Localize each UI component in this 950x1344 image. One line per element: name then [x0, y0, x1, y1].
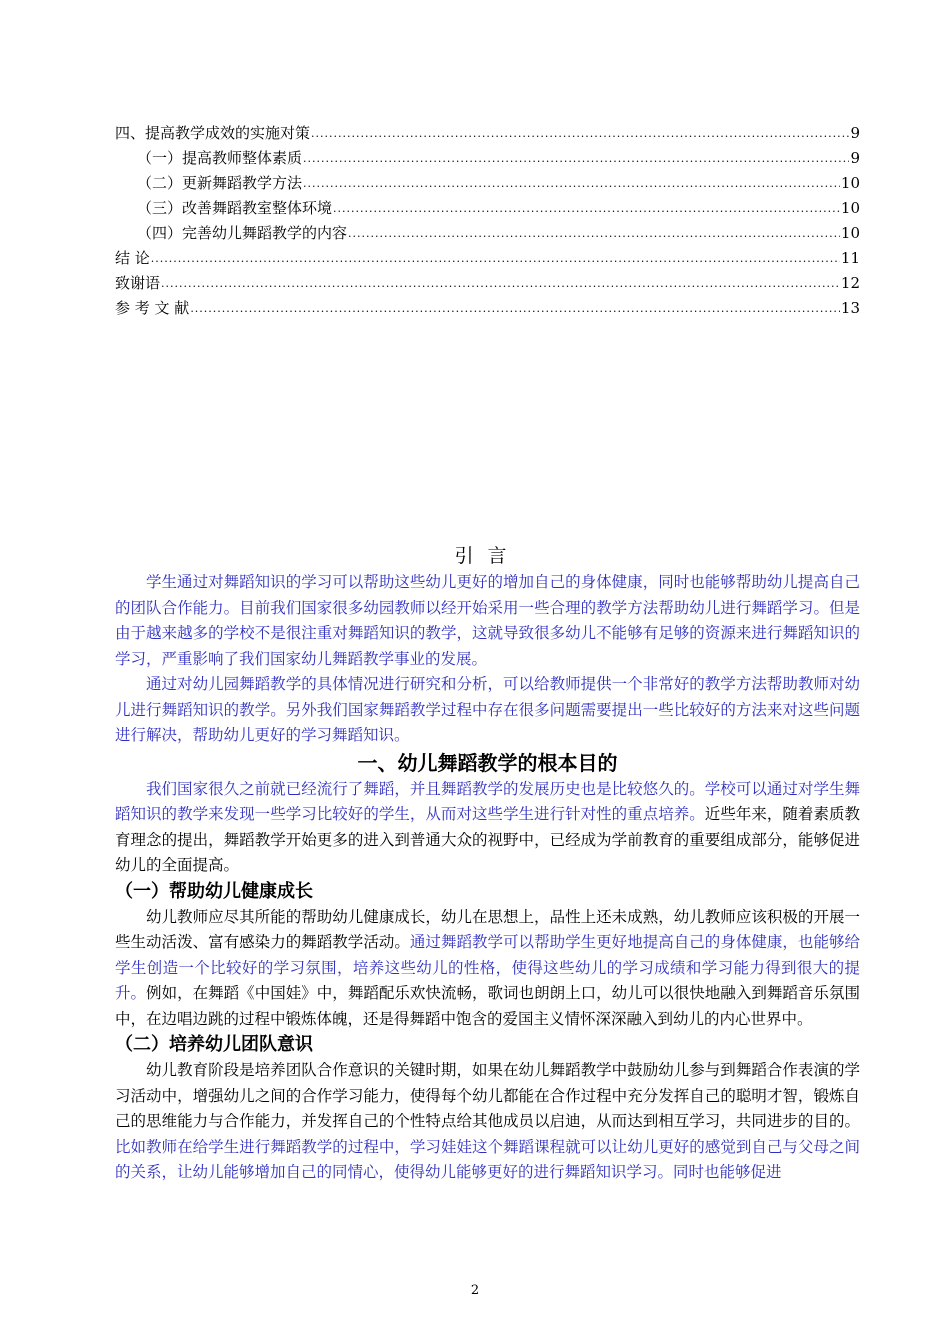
- toc-entry-page: 10: [840, 199, 860, 217]
- toc-entry[interactable]: [115, 221, 860, 246]
- toc-entry-title: 参 考 文 献: [115, 299, 190, 317]
- toc-entry-title: 四、提高教学成效的实施对策: [115, 124, 311, 142]
- toc-leader-dots: [348, 221, 840, 246]
- toc-leader-dots: [333, 196, 840, 221]
- subsection-1-heading: （一）帮助幼儿健康成长: [115, 880, 313, 902]
- section-1-heading: 一、幼儿舞蹈教学的根本目的: [357, 750, 618, 775]
- subsection-2-heading: （二）培养幼儿团队意识: [115, 1034, 313, 1055]
- section-1-paragraph: [115, 777, 860, 879]
- body-text: 幼儿教师应尽其所能的帮助幼儿健康成长，幼儿在思想上，品性上还未成熟，幼儿教师应该积极的开展一些生动活泼、富有感染力的舞蹈教学活动。: [115, 907, 860, 951]
- toc-entry-title: （三）改善舞蹈教室整体环境: [137, 199, 333, 217]
- toc-leader-dots: [190, 296, 840, 321]
- body-text: 幼儿教育阶段是培养团队合作意识的关键时期，如果在幼儿舞蹈教学中鼓励幼儿参与到舞蹈合作表演的学习活动中，增强幼儿之间的合作学习能力，使得每个幼儿都能在合作过程中充分发挥自己的聪明才智，锻炼自己的思维能力与合作能力，并发挥自己的个性特点给其他成员以启迪，从而达到相互学习，共同进步的目的。: [115, 1061, 860, 1130]
- page-number: 2: [470, 1283, 480, 1298]
- body-text: 近些年来，随着素质教育理念的提出，舞蹈教学开始更多的进入到普通大众的视野中，已经成为学前教育的重要组成部分，能够促进幼儿的全面提高。: [115, 805, 860, 874]
- toc-entry[interactable]: [115, 246, 860, 271]
- toc-entry-page: 12: [840, 274, 860, 292]
- highlighted-text: 通过舞蹈教学可以帮助学生更好地提高自己的身体健康，也能够给学生创造一个比较好的学习氛围，培养这些幼儿的性格，使得这些幼儿的学习成绩和学习能力得到很大的提升。: [115, 933, 860, 1002]
- toc-entry-page: 9: [850, 149, 860, 167]
- intro-paragraph-1: 学生通过对舞蹈知识的学习可以帮助这些幼儿更好的增加自己的身体健康，同时也能够帮助幼儿提高自己的团队合作能力。目前我们国家很多幼园教师以经开始采用一些合理的教学方法帮助幼儿进行舞蹈学习。但是由于越来越多的学校不是很注重对舞蹈知识的教学，这就导致很多幼儿不能够有足够的资源来进行舞蹈知识的学习，严重影响了我们国家幼儿舞蹈教学事业的发展。: [115, 573, 860, 668]
- toc-entry-title: （四）完善幼儿舞蹈教学的内容: [137, 224, 348, 242]
- toc-entry[interactable]: [115, 171, 860, 196]
- toc-entry-title: （二）更新舞蹈教学方法: [137, 174, 303, 192]
- toc-leader-dots: [311, 121, 849, 146]
- subsection-2-paragraph: [115, 1058, 860, 1186]
- toc-entry[interactable]: [115, 121, 860, 146]
- toc-entry-page: 13: [840, 299, 860, 317]
- toc-entry[interactable]: [115, 296, 860, 321]
- toc-entry[interactable]: [115, 146, 860, 171]
- toc-entry[interactable]: [115, 271, 860, 296]
- toc-leader-dots: [151, 246, 840, 271]
- highlighted-text: 比如教师在给学生进行舞蹈教学的过程中，学习娃娃这个舞蹈课程就可以让幼儿更好的感觉到自己与父母之间的关系，让幼儿能够增加自己的同情心，使得幼儿能够更好的进行舞蹈知识学习。同时也能够促进: [115, 1137, 860, 1181]
- toc-leader-dots: [303, 171, 840, 196]
- intro-paragraph-2: 通过对幼儿园舞蹈教学的具体情况进行研究和分析，可以给教师提供一个非常好的教学方法帮助教师对幼儿进行舞蹈知识的教学。另外我们国家舞蹈教学过程中存在很多问题需要提出一些比较好的方法来对这些问题进行解决，帮助幼儿更好的学习舞蹈知识。: [115, 675, 860, 744]
- body-text: 例如，在舞蹈《中国娃》中，舞蹈配乐欢快流畅，歌词也朗朗上口，幼儿可以很快地融入到舞蹈音乐氛围中，在边唱边跳的过程中锻炼体魄，还是得舞蹈中饱含的爱国主义情怀深深融入到幼儿的内心世界中。: [115, 984, 860, 1028]
- toc-entry-title: 结 论: [115, 249, 150, 267]
- toc-entry-title: 致谢语: [115, 274, 161, 292]
- toc-entry-title: （一）提高教师整体素质: [137, 149, 303, 167]
- toc-leader-dots: [161, 271, 840, 296]
- toc-entry-page: 11: [840, 249, 860, 267]
- table-of-contents: [115, 121, 860, 321]
- toc-entry-page: 9: [850, 124, 860, 142]
- toc-entry[interactable]: [115, 196, 860, 221]
- highlighted-text: 我们国家很久之前就已经流行了舞蹈，并且舞蹈教学的发展历史也是比较悠久的。学校可以通过对学生舞蹈知识的教学来发现一些学习比较好的学生，从而对这些学生进行针对性的重点培养。: [115, 779, 860, 823]
- toc-leader-dots: [303, 146, 849, 171]
- document-body: [115, 543, 860, 1186]
- toc-entry-page: 10: [840, 224, 860, 242]
- subsection-1-paragraph: [115, 905, 860, 1033]
- intro-heading: 引言: [454, 545, 521, 567]
- toc-entry-page: 10: [840, 174, 860, 192]
